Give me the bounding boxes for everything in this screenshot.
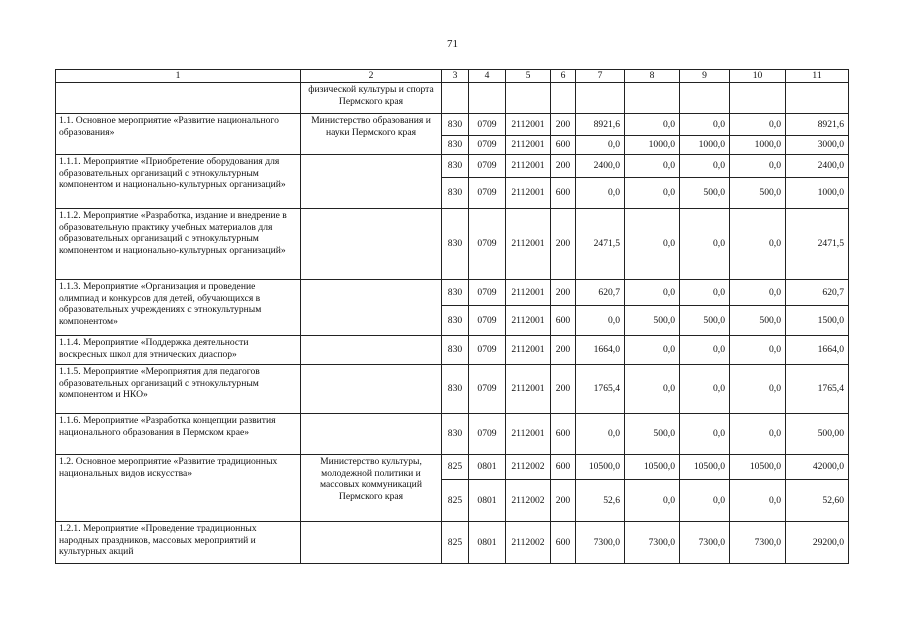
target-article-cell: 2112001	[506, 178, 551, 209]
executor-cell	[301, 155, 442, 209]
admin-code-cell: 830	[442, 178, 469, 209]
admin-code-cell: 830	[442, 336, 469, 365]
column-number: 10	[730, 70, 786, 83]
carryover-row	[56, 83, 849, 114]
section-code-cell: 0801	[469, 455, 506, 480]
admin-code-cell: 825	[442, 455, 469, 480]
executor-cell	[301, 414, 442, 455]
year-3-cell: 0,0	[680, 414, 730, 455]
year-2-cell: 500,0	[625, 414, 680, 455]
empty-cell	[786, 83, 849, 114]
expense-type-cell: 600	[551, 306, 576, 336]
admin-code-cell: 830	[442, 155, 469, 178]
executor-cell	[301, 365, 442, 414]
target-article-cell: 2112001	[506, 306, 551, 336]
year-3-cell: 7300,0	[680, 522, 730, 564]
measure-name-cell: 1.1.2. Мероприятие «Разработка, издание и внедрение в образовательную практику учебных материалов для образовательных организаций с этнокультурным компонентом и национально-культурных организаций»	[56, 209, 301, 280]
target-article-cell: 2112001	[506, 365, 551, 414]
table-row	[56, 280, 849, 306]
year-4-cell: 0,0	[730, 280, 786, 306]
empty-cell	[625, 83, 680, 114]
total-cell: 620,7	[786, 280, 849, 306]
expense-type-cell: 600	[551, 414, 576, 455]
empty-cell	[551, 83, 576, 114]
year-1-cell: 2471,5	[576, 209, 625, 280]
target-article-cell: 2112002	[506, 455, 551, 480]
year-2-cell: 10500,0	[625, 455, 680, 480]
total-cell: 3000,0	[786, 136, 849, 155]
section-code-cell: 0709	[469, 365, 506, 414]
section-code-cell: 0709	[469, 114, 506, 136]
section-code-cell: 0709	[469, 336, 506, 365]
column-number: 11	[786, 70, 849, 83]
year-3-cell: 0,0	[680, 365, 730, 414]
total-cell: 29200,0	[786, 522, 849, 564]
target-article-cell: 2112001	[506, 136, 551, 155]
total-cell: 52,60	[786, 480, 849, 522]
column-number: 5	[506, 70, 551, 83]
admin-code-cell: 830	[442, 414, 469, 455]
measure-name-cell: 1.1. Основное мероприятие «Развитие национального образования»	[56, 114, 301, 155]
year-2-cell: 0,0	[625, 209, 680, 280]
admin-code-cell: 825	[442, 480, 469, 522]
measure-name-cell: 1.1.5. Мероприятие «Мероприятия для педагогов образовательных организаций с этнокультурным компонентом и НКО»	[56, 365, 301, 414]
column-number: 2	[301, 70, 442, 83]
total-cell: 8921,6	[786, 114, 849, 136]
year-1-cell: 52,6	[576, 480, 625, 522]
target-article-cell: 2112002	[506, 480, 551, 522]
year-4-cell: 0,0	[730, 114, 786, 136]
expense-type-cell: 200	[551, 155, 576, 178]
year-2-cell: 0,0	[625, 280, 680, 306]
year-1-cell: 2400,0	[576, 155, 625, 178]
column-number: 4	[469, 70, 506, 83]
year-3-cell: 0,0	[680, 336, 730, 365]
year-2-cell: 0,0	[625, 155, 680, 178]
target-article-cell: 2112001	[506, 336, 551, 365]
year-2-cell: 0,0	[625, 336, 680, 365]
section-code-cell: 0709	[469, 414, 506, 455]
section-code-cell: 0709	[469, 178, 506, 209]
admin-code-cell: 830	[442, 114, 469, 136]
year-4-cell: 7300,0	[730, 522, 786, 564]
column-number: 3	[442, 70, 469, 83]
year-4-cell: 0,0	[730, 414, 786, 455]
admin-code-cell: 830	[442, 280, 469, 306]
year-1-cell: 8921,6	[576, 114, 625, 136]
admin-code-cell: 830	[442, 306, 469, 336]
year-4-cell: 0,0	[730, 365, 786, 414]
year-3-cell: 0,0	[680, 280, 730, 306]
total-cell: 1000,0	[786, 178, 849, 209]
section-code-cell: 0709	[469, 280, 506, 306]
section-code-cell: 0801	[469, 480, 506, 522]
executor-cell: физической культуры и спорта Пермского края	[301, 83, 442, 114]
target-article-cell: 2112001	[506, 414, 551, 455]
table-row	[56, 365, 849, 414]
year-1-cell: 1765,4	[576, 365, 625, 414]
empty-cell	[576, 83, 625, 114]
year-4-cell: 0,0	[730, 155, 786, 178]
year-1-cell: 620,7	[576, 280, 625, 306]
total-cell: 42000,0	[786, 455, 849, 480]
year-3-cell: 0,0	[680, 155, 730, 178]
expense-type-cell: 600	[551, 455, 576, 480]
measure-name-cell: 1.2.1. Мероприятие «Проведение традиционных народных праздников, массовых мероприятий и культурных акций	[56, 522, 301, 564]
column-number: 1	[56, 70, 301, 83]
year-1-cell: 0,0	[576, 306, 625, 336]
section-code-cell: 0801	[469, 522, 506, 564]
total-cell: 2471,5	[786, 209, 849, 280]
year-2-cell: 0,0	[625, 480, 680, 522]
empty-cell	[680, 83, 730, 114]
year-3-cell: 1000,0	[680, 136, 730, 155]
year-3-cell: 10500,0	[680, 455, 730, 480]
table-row	[56, 414, 849, 455]
year-1-cell: 0,0	[576, 136, 625, 155]
executor-cell	[301, 522, 442, 564]
year-1-cell: 7300,0	[576, 522, 625, 564]
year-4-cell: 0,0	[730, 336, 786, 365]
executor-cell	[301, 209, 442, 280]
expense-type-cell: 200	[551, 114, 576, 136]
expense-type-cell: 200	[551, 365, 576, 414]
year-1-cell: 0,0	[576, 178, 625, 209]
measure-name-cell: 1.2. Основное мероприятие «Развитие традиционных национальных видов искусства»	[56, 455, 301, 522]
empty-cell	[442, 83, 469, 114]
budget-table	[55, 69, 849, 564]
year-4-cell: 500,0	[730, 178, 786, 209]
empty-cell	[469, 83, 506, 114]
total-cell: 1765,4	[786, 365, 849, 414]
executor-cell: Министерство культуры, молодежной политики и массовых коммуникаций Пермского края	[301, 455, 442, 522]
executor-cell: Министерство образования и науки Пермского края	[301, 114, 442, 155]
expense-type-cell: 600	[551, 178, 576, 209]
section-code-cell: 0709	[469, 155, 506, 178]
total-cell: 2400,0	[786, 155, 849, 178]
empty-cell	[506, 83, 551, 114]
year-3-cell: 0,0	[680, 114, 730, 136]
year-2-cell: 0,0	[625, 365, 680, 414]
expense-type-cell: 200	[551, 280, 576, 306]
section-code-cell: 0709	[469, 209, 506, 280]
table-row	[56, 455, 849, 480]
admin-code-cell: 825	[442, 522, 469, 564]
admin-code-cell: 830	[442, 136, 469, 155]
measure-name-cell: 1.1.4. Мероприятие «Поддержка деятельности воскресных школ для этнических диаспор»	[56, 336, 301, 365]
expense-type-cell: 200	[551, 336, 576, 365]
expense-type-cell: 600	[551, 522, 576, 564]
measure-name-cell: 1.1.3. Мероприятие «Организация и проведение олимпиад и конкурсов для детей, обучающихся в образовательных учреждениях с этнокультурным компонентом»	[56, 280, 301, 336]
section-code-cell: 0709	[469, 136, 506, 155]
year-2-cell: 0,0	[625, 178, 680, 209]
table-body	[56, 70, 849, 564]
year-1-cell: 1664,0	[576, 336, 625, 365]
program-name-cell	[56, 83, 301, 114]
column-number: 8	[625, 70, 680, 83]
year-4-cell: 0,0	[730, 209, 786, 280]
year-3-cell: 0,0	[680, 209, 730, 280]
year-3-cell: 500,0	[680, 178, 730, 209]
year-3-cell: 500,0	[680, 306, 730, 336]
table-row	[56, 114, 849, 136]
expense-type-cell: 600	[551, 136, 576, 155]
year-4-cell: 10500,0	[730, 455, 786, 480]
year-4-cell: 500,0	[730, 306, 786, 336]
year-2-cell: 7300,0	[625, 522, 680, 564]
column-number: 6	[551, 70, 576, 83]
measure-name-cell: 1.1.6. Мероприятие «Разработка концепции развития национального образования в Пермском крае»	[56, 414, 301, 455]
section-code-cell: 0709	[469, 306, 506, 336]
year-2-cell: 500,0	[625, 306, 680, 336]
empty-cell	[730, 83, 786, 114]
admin-code-cell: 830	[442, 209, 469, 280]
expense-type-cell: 200	[551, 209, 576, 280]
year-1-cell: 0,0	[576, 414, 625, 455]
year-3-cell: 0,0	[680, 480, 730, 522]
table-row	[56, 522, 849, 564]
table-row	[56, 209, 849, 280]
target-article-cell: 2112001	[506, 114, 551, 136]
column-number: 9	[680, 70, 730, 83]
year-4-cell: 1000,0	[730, 136, 786, 155]
year-2-cell: 1000,0	[625, 136, 680, 155]
target-article-cell: 2112001	[506, 280, 551, 306]
table-row	[56, 155, 849, 178]
admin-code-cell: 830	[442, 365, 469, 414]
target-article-cell: 2112001	[506, 209, 551, 280]
year-1-cell: 10500,0	[576, 455, 625, 480]
total-cell: 1500,0	[786, 306, 849, 336]
expense-type-cell: 200	[551, 480, 576, 522]
page-number: 71	[447, 38, 458, 50]
executor-cell	[301, 280, 442, 336]
table-row	[56, 336, 849, 365]
year-4-cell: 0,0	[730, 480, 786, 522]
column-number-row	[56, 70, 849, 83]
column-number: 7	[576, 70, 625, 83]
target-article-cell: 2112002	[506, 522, 551, 564]
total-cell: 500,00	[786, 414, 849, 455]
total-cell: 1664,0	[786, 336, 849, 365]
executor-cell	[301, 336, 442, 365]
measure-name-cell: 1.1.1. Мероприятие «Приобретение оборудования для образовательных организаций с этнокультурным компонентом и национально-культурных организаций»	[56, 155, 301, 209]
target-article-cell: 2112001	[506, 155, 551, 178]
year-2-cell: 0,0	[625, 114, 680, 136]
